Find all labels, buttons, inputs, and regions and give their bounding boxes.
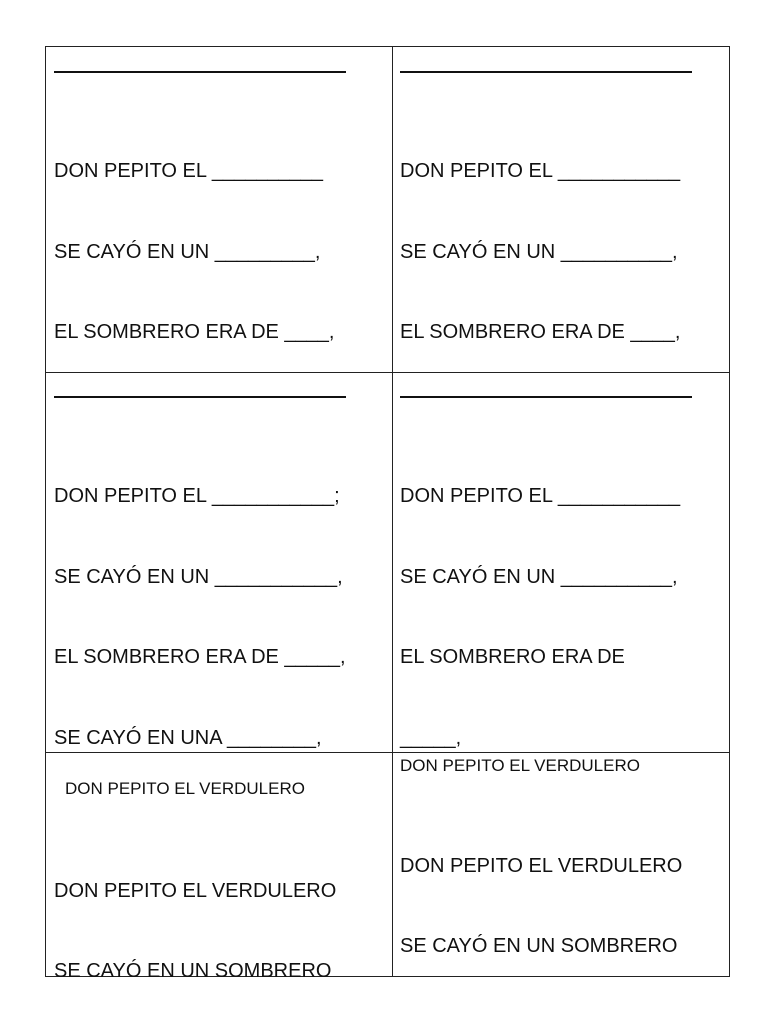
verse-line: DON PEPITO EL VERDULERO — [400, 855, 683, 877]
verse-line: DON PEPITO EL VERDULERO — [54, 880, 337, 902]
card-title: DON PEPITO EL VERDULERO — [400, 756, 640, 775]
verse-list — [54, 104, 334, 372]
card-2 — [393, 47, 730, 372]
verse-line: DON PEPITO EL ___________ — [400, 159, 681, 182]
verse-line: SE CAYÓ EN UN SOMBRERO — [54, 959, 332, 977]
verse-line: SE CAYÓ EN UN SOMBRERO — [400, 934, 678, 957]
card-5 — [46, 753, 392, 977]
card-title: DON PEPITO EL VERDULERO — [65, 779, 305, 798]
verse-list — [54, 429, 346, 752]
title-blank-line — [400, 396, 692, 398]
verse-line: EL SOMBRERO ERA DE — [400, 646, 625, 669]
card-6 — [393, 753, 730, 977]
verse-list — [400, 800, 682, 977]
verse-line: EL SOMBRERO ERA DE _____, — [54, 646, 346, 669]
verse-line: _____, — [400, 726, 462, 749]
verse-line: SE CAYÓ EN UN ___________, — [54, 565, 343, 588]
title-blank-line — [54, 71, 346, 73]
verse-list — [400, 429, 680, 752]
worksheet-grid — [45, 46, 730, 977]
verse-line: DON PEPITO EL ___________; — [54, 484, 340, 507]
verse-line: EL SOMBRERO ERA DE ____, — [54, 321, 335, 344]
verse-line: DON PEPITO EL ___________ — [400, 484, 681, 507]
verse-line: EL SOMBRERO ERA DE ____, — [400, 321, 681, 344]
title-blank-line — [400, 71, 692, 73]
title-blank-line — [54, 396, 346, 398]
card-3 — [46, 373, 392, 752]
verse-list — [54, 825, 339, 977]
verse-line: DON PEPITO EL __________ — [54, 159, 324, 182]
verse-line: SE CAYÓ EN UN __________, — [400, 565, 678, 588]
card-4 — [393, 373, 730, 752]
verse-line: SE CAYÓ EN UN __________, — [400, 240, 678, 263]
verse-line: SE CAYÓ EN UN _________, — [54, 240, 321, 263]
verse-list — [400, 104, 680, 372]
card-1 — [46, 47, 392, 372]
verse-line: SE CAYÓ EN UNA ________, — [54, 726, 322, 749]
